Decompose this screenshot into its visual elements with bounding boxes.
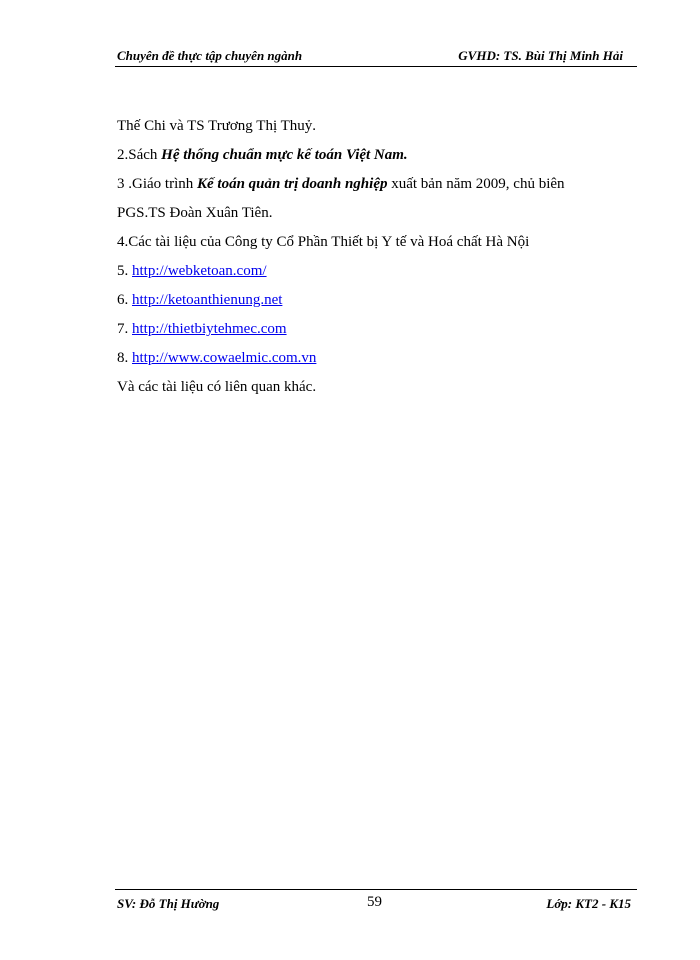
reference-link[interactable]: http://webketoan.com/	[132, 263, 267, 279]
reference-line-5: 4.Các tài liệu của Công ty Cổ Phần Thiết bị Y tế và Hoá chất Hà Nội	[117, 234, 530, 250]
header-title: Chuyên đề thực tập chuyên ngành	[117, 48, 303, 63]
reference-2-prefix: 2.Sách	[117, 147, 162, 163]
page-footer	[115, 889, 637, 916]
reference-line-3	[117, 170, 637, 199]
reference-2-title: Hệ thống chuẩn mực kế toán Việt Nam.	[161, 147, 408, 163]
reference-link-row	[117, 315, 637, 344]
reference-link-row	[117, 257, 637, 286]
reference-link-number: 7.	[117, 321, 132, 337]
reference-3-prefix: 3 .Giáo trình	[117, 176, 197, 192]
reference-link[interactable]: http://www.cowaelmic.com.vn	[132, 350, 317, 366]
footer-student: SV: Đỗ Thị Hường	[117, 896, 220, 911]
page-header	[115, 46, 637, 67]
reference-3-title: Kế toán quản trị doanh nghiệp	[197, 176, 388, 192]
reference-link-number: 8.	[117, 350, 132, 366]
reference-link-row	[117, 286, 637, 315]
reference-link[interactable]: http://ketoanthienung.net	[132, 292, 283, 308]
reference-3-suffix: xuất bản năm 2009, chủ biên	[387, 176, 565, 192]
reference-link-number: 5.	[117, 263, 132, 279]
reference-line-4: PGS.TS Đoàn Xuân Tiên.	[117, 205, 273, 221]
page-content	[117, 112, 637, 402]
reference-line-1: Thế Chi và TS Trương Thị Thuỷ.	[117, 118, 317, 134]
footer-class: Lớp: KT2 - K15	[546, 896, 631, 911]
reference-link[interactable]: http://thietbiytehmec.com	[132, 321, 287, 337]
header-advisor: GVHD: TS. Bùi Thị Minh Hải	[458, 48, 623, 63]
reference-line-2	[117, 141, 637, 170]
reference-link-row	[117, 344, 637, 373]
page-number: 59	[367, 894, 382, 910]
reference-link-number: 6.	[117, 292, 132, 308]
reference-closing-line: Và các tài liệu có liên quan khác.	[117, 379, 317, 395]
